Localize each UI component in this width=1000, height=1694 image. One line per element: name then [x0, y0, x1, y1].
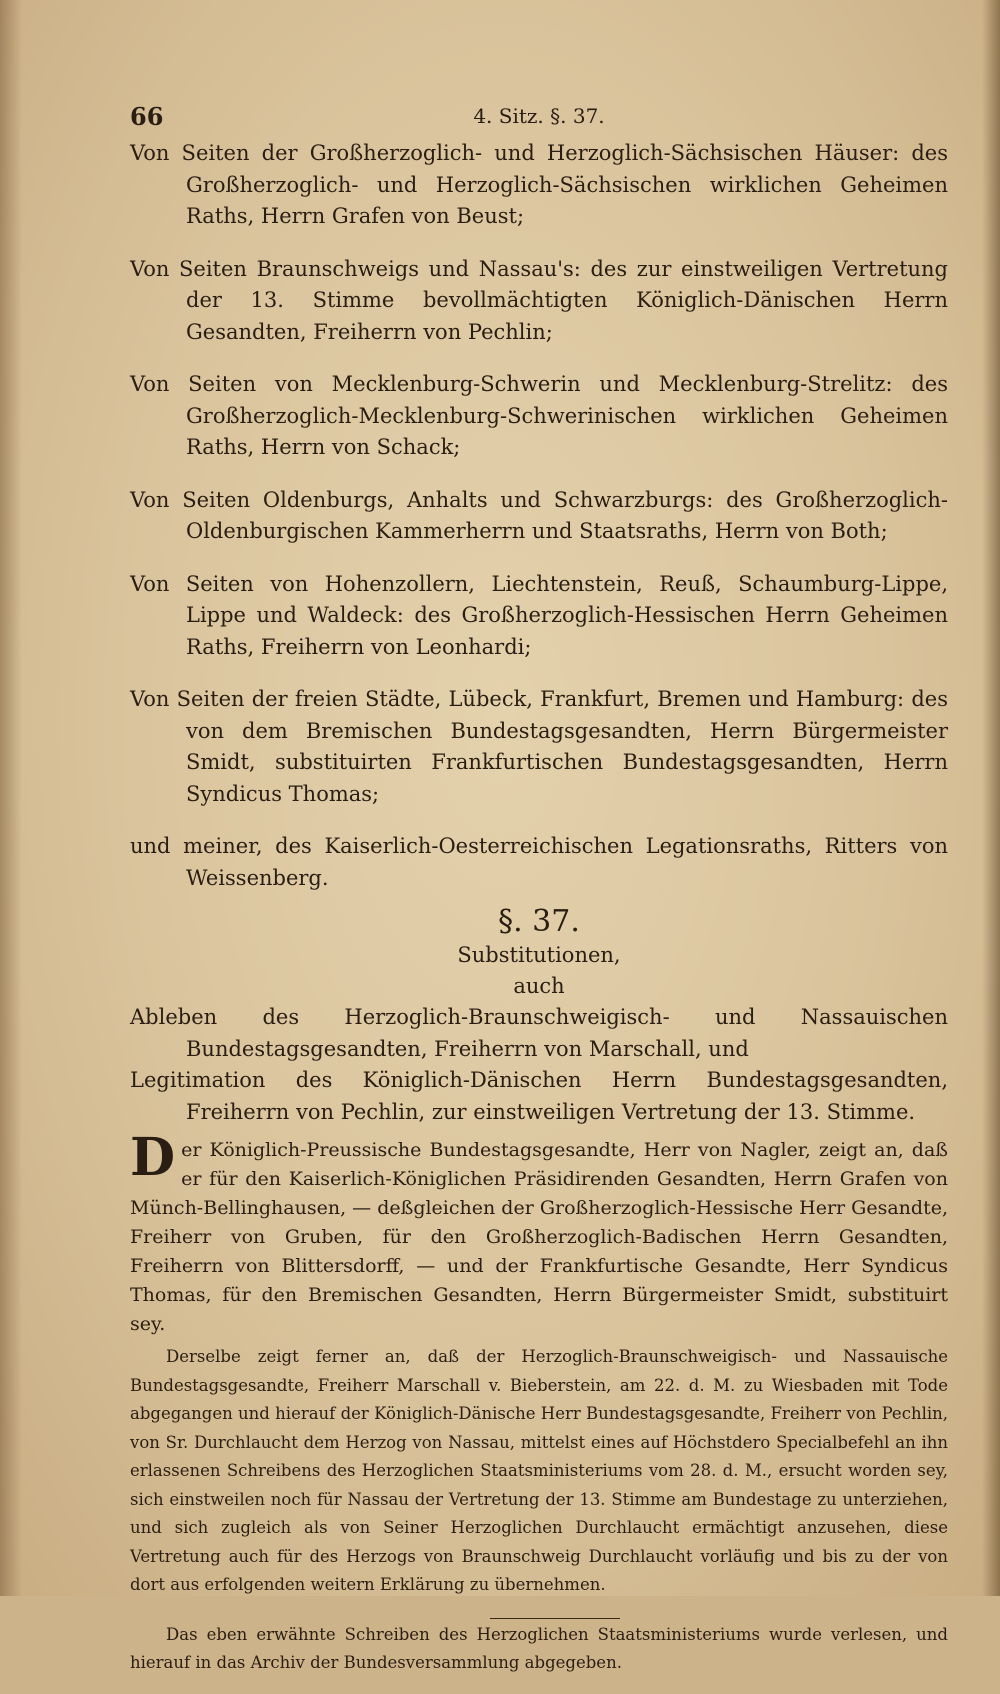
running-head: 4. Sitz. §. 37.: [473, 104, 605, 128]
paragraph-archive: Das eben erwähnte Schreiben des Herzoglichen Staatsministeriums wurde verlesen, und hierauf in das Archiv der Bundesversammlung abgegeben.: [130, 1624, 948, 1672]
section-number: §. 37.: [498, 904, 580, 939]
entry-mecklenburg: Von Seiten von Mecklenburg-Schwerin und Mecklenburg-Strelitz: des Großherzoglich-Mecklenburg-Schwerinischen wirklichen Geheimen Raths, Herrn von Schack;: [130, 372, 948, 459]
paragraph-substitutions-text: er Königlich-Preussische Bundestagsgesandte, Herr von Nagler, zeigt an, daß er für den Kaiserlich-Königlichen Präsidirenden Gesandten, Herrn Grafen von Münch-Bellinghausen, — deßgleichen der Großherzoglich-Hessische Herr Gesandte, Freiherr von Gruben, für den Großherzoglich-Badischen Herrn Gesandten, Freiherrn von Blittersdorff, — und der Frankfurtische Gesandte, Herr Syndicus Thomas, für den Bremischen Gesandten, Herrn Bürgermeister Smidt, substituirt sey.: [130, 1139, 948, 1335]
entry-closing: und meiner, des Kaiserlich-Oesterreichischen Legationsraths, Ritters von Weissenberg.: [130, 834, 948, 890]
entry-free-cities: Von Seiten der freien Städte, Lübeck, Frankfurt, Bremen und Hamburg: des von dem Bremischen Bundestagsgesandten, Herrn Bürgermeister Smidt, substituirten Frankfurtischen Bundestagsgesandten, Herrn Syndicus Thomas;: [130, 687, 948, 806]
divider-rule: [490, 1618, 620, 1619]
page-number: 66: [130, 102, 164, 131]
section-subject-1: Ableben des Herzoglich-Braunschweigisch- und Nassauischen Bundestagsgesandten, Freiherrn von Marschall, und: [130, 1005, 948, 1061]
section-title: Substitutionen,: [457, 943, 621, 967]
entry-saxon-houses: Von Seiten der Großherzoglich- und Herzoglich-Sächsischen Häuser: des Großherzoglich- und Herzoglich-Sächsischen wirklichen Geheimen Raths, Herrn Grafen von Beust;: [130, 141, 948, 228]
entry-braunschweig-nassau: Von Seiten Braunschweigs und Nassau's: des zur einstweiligen Vertretung der 13. Stimme bevollmächtigten Königlich-Dänischen Herrn Gesandten, Freiherrn von Pechlin;: [130, 256, 948, 344]
entry-oldenburg: Von Seiten Oldenburgs, Anhalts und Schwarzburgs: des Großherzoglich-Oldenburgischen Kammerherrn und Staatsraths, Herrn von Both;: [130, 487, 948, 543]
entry-hohenzollern: Von Seiten von Hohenzollern, Liechtenstein, Reuß, Schaumburg-Lippe, Lippe und Waldeck: des Großherzoglich-Hessischen Herrn Geheimen Raths, Freiherrn von Leonhardi;: [130, 571, 948, 659]
section-subject-2: Legitimation des Königlich-Dänischen Herrn Bundestagsgesandten, Freiherrn von Pechlin, zur einstweiligen Vertretung der 13. Stimme.: [130, 1068, 948, 1124]
paragraph-marschall-death: Derselbe zeigt ferner an, daß der Herzoglich-Braunschweigisch- und Nassauische Bundestagsgesandte, Freiherr Marschall v. Bieberstein, am 22. d. M. zu Wiesbaden mit Tode abgegangen und hierauf der Königlich-Dänische Herr Bundestagsgesandte, Freiherr von Pechlin, von Sr. Durchlaucht dem Herzog von Nassau, mittelst eines auf Höchstdero Specialbefehl an ihn erlassenen Schreibens des Herzoglichen Staatsministeriums vom 28. d. M., ersucht worden sey, sich einstweilen noch für Nassau der Vertretung der 13. Stimme am Bundestage zu unterziehen, und sich zugleich als von Seiner Herzoglichen Durchlaucht ermächtigt anzusehen, diese Vertretung auch für des Herzogs von Braunschweig Durchlaucht vorläufig und bis zu der von dort aus erfolgenden weitern Erklärung zu übernehmen.: [130, 1347, 948, 1594]
page-shadow-left: [0, 0, 22, 1596]
page-content: [130, 100, 948, 1694]
page-header: [130, 100, 948, 138]
paragraph-substitutions: [130, 1127, 948, 1339]
section-conjunction: auch: [513, 974, 565, 998]
drop-cap: D: [130, 1127, 176, 1188]
page-shadow-right: [982, 0, 1000, 1596]
